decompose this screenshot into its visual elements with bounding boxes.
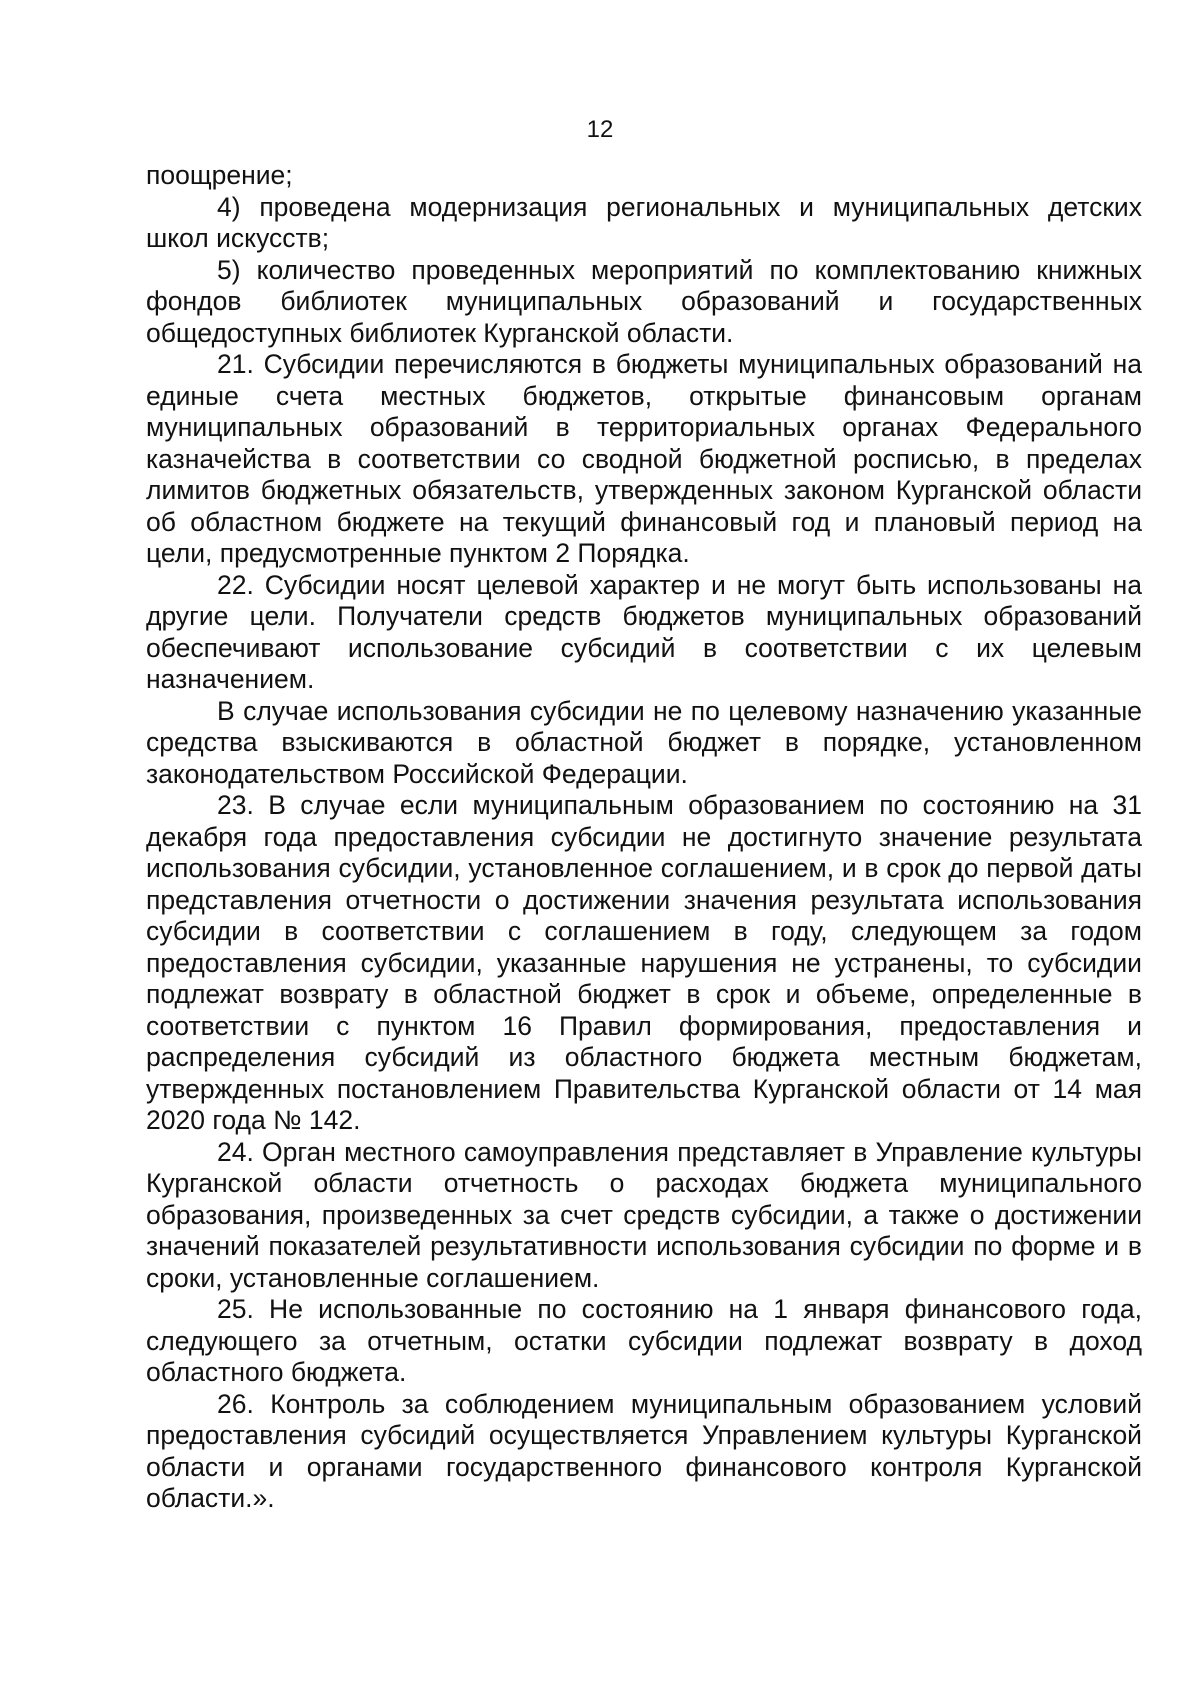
page-number: 12 [586, 116, 614, 143]
paragraph-continuation: поощрение; [146, 160, 293, 190]
paragraph-23: 23. В случае если муниципальным образованием по состоянию на 31 декабря года предоставления субсидии не достигнуто значение результата использования субсидии, установленное соглашением, и в срок до первой даты представления отчетности о достижении значения результата использования субсидии в соответствии с соглашением в году, следующем за годом предоставления субсидии, указанные нарушения не устранены, то субсидии подлежат возврату в областной бюджет в срок и объеме, определенные в соответствии с пунктом 16 Правил формирования, предоставления и распределения субсидий из областного бюджета местным бюджетам, утвержденных постановлением Правительства Курганской области от 14 мая 2020 года № 142. [146, 790, 1142, 1135]
paragraph-25: 25. Не использованные по состоянию на 1 января финансового года, следующего за отчетным, остатки субсидии подлежат возврату в доход областного бюджета. [146, 1294, 1142, 1387]
document-body [146, 160, 1142, 1515]
paragraph-22-misuse: В случае использования субсидии не по целевому назначению указанные средства взыскиваются в областной бюджет в порядке, установленном законодательством Российской Федерации. [146, 695, 1142, 789]
paragraph-21: 21. Субсидии перечисляются в бюджеты муниципальных образований на единые счета местных бюджетов, открытые финансовым органам муниципальных образований в территориальных органах Федерального казначейства в соответствии со сводной бюджетной росписью, в пределах лимитов бюджетных обязательств, утвержденных законом Курганской области об областном бюджете на текущий финансовый год и плановый период на цели, предусмотренные пунктом 2 Порядка. [146, 349, 1142, 568]
paragraph-26: 26. Контроль за соблюдением муниципальным образованием условий предоставления субсидий осуществляется Управлением культуры Курганской области и органами государственного финансового контроля Курганской области.». [146, 1388, 1142, 1513]
paragraph-22: 22. Субсидии носят целевой характер и не могут быть использованы на другие цели. Получатели средств бюджетов муниципальных образований обеспечивают использование субсидий в соответствии с их целевым назначением. [146, 569, 1142, 694]
paragraph-item-4: 4) проведена модернизация региональных и муниципальных детских школ искусств; [146, 191, 1142, 253]
paragraph-24: 24. Орган местного самоуправления представляет в Управление культуры Курганской области отчетность о расходах бюджета муниципального образования, произведенных за счет средств субсидии, а также о достижении значений показателей результативности использования субсидии по форме и в сроки, установленные соглашением. [146, 1136, 1142, 1293]
paragraph-item-5: 5) количество проведенных мероприятий по комплектованию книжных фондов библиотек муниципальных образований и государственных общедоступных библиотек Курганской области. [146, 254, 1142, 348]
